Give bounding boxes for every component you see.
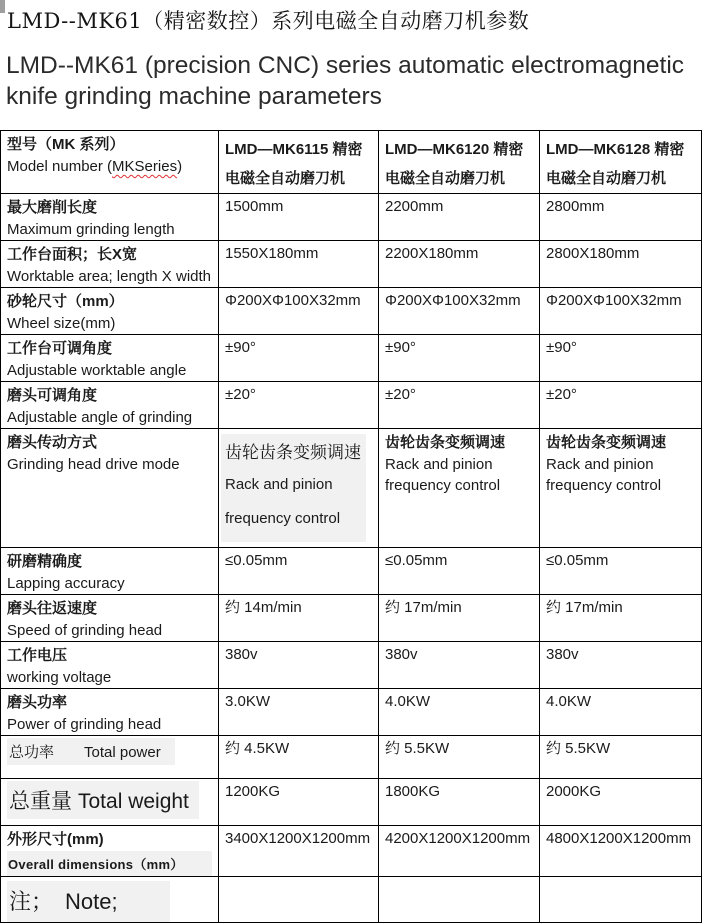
param-label-en: Overall dimensions（mm）: [7, 851, 212, 876]
table-row: [1, 548, 702, 595]
value-cell: 3400X1200X1200mm: [219, 826, 379, 877]
value-cell: 2200mm: [379, 194, 540, 241]
param-label-en: Grinding head drive mode: [7, 456, 180, 473]
value-cell: 1200KG: [219, 779, 379, 826]
page-title-english: LMD--MK61 (precision CNC) series automatic electromagnetic knife grinding machine parameters: [6, 52, 685, 110]
value-cell: 1800KG: [379, 779, 540, 826]
param-label-cn: 磨头功率: [7, 694, 68, 711]
table-row-total-weight: [1, 779, 702, 826]
drive-mode-en-line2: frequency control: [225, 510, 341, 527]
param-label-cell: [1, 429, 219, 548]
table-row: [1, 642, 702, 689]
value-cell: ±20°: [379, 382, 540, 429]
param-label-cell: [1, 736, 219, 779]
param-label-cell: [1, 826, 219, 877]
param-label-en: Worktable area; length X width: [7, 268, 212, 285]
param-label-cn: 工作台可调角度: [7, 340, 113, 357]
param-label-cell: [1, 548, 219, 595]
param-label-cn: 磨头往返速度: [7, 600, 98, 617]
note-label-cell: [1, 877, 219, 923]
model-label-en-post: ): [177, 158, 183, 175]
param-label-cell: [1, 335, 219, 382]
value-cell: ≤0.05mm: [379, 548, 540, 595]
param-label-cn: 工作台面积；长X宽: [7, 246, 138, 263]
value-cell: 380v: [379, 642, 540, 689]
param-label-en: working voltage: [7, 669, 112, 686]
value-cell: 380v: [219, 642, 379, 689]
value-cell: 约 17m/min: [379, 595, 540, 642]
value-cell: 约 17m/min: [540, 595, 702, 642]
drive-mode-cn: 齿轮齿条变频调速: [385, 434, 506, 451]
table-row: [1, 335, 702, 382]
value-cell: 2800X180mm: [540, 241, 702, 288]
value-cell: [219, 877, 379, 923]
value-cell: 1500mm: [219, 194, 379, 241]
value-cell: ±90°: [540, 335, 702, 382]
param-label-en: Adjustable angle of grinding: [7, 409, 193, 426]
table-row: [1, 288, 702, 335]
value-cell: ≤0.05mm: [219, 548, 379, 595]
page-title-chinese: LMD--MK61（精密数控）系列电磁全自动磨刀机参数: [7, 9, 530, 33]
value-cell: ±20°: [540, 382, 702, 429]
table-header-row: [1, 131, 702, 194]
model-number-label-cn: 型号（MK 系列）: [7, 136, 125, 153]
drive-mode-cn: 齿轮齿条变频调速: [225, 443, 361, 463]
table-row: [1, 689, 702, 736]
note-label-cn: 注；: [9, 890, 54, 915]
param-label-cell: [1, 288, 219, 335]
value-cell: ±20°: [219, 382, 379, 429]
value-cell: 1550X180mm: [219, 241, 379, 288]
value-cell: 2200X180mm: [379, 241, 540, 288]
highlighted-text-block: [7, 738, 175, 765]
value-cell: 380v: [540, 642, 702, 689]
value-cell: ≤0.05mm: [540, 548, 702, 595]
value-cell: 4200X1200X1200mm: [379, 826, 540, 877]
value-cell: 约 14m/min: [219, 595, 379, 642]
value-cell: ±90°: [219, 335, 379, 382]
value-cell: Φ200XΦ100X32mm: [379, 288, 540, 335]
table-row-total-power: [1, 736, 702, 779]
value-cell: 4.0KW: [379, 689, 540, 736]
param-label-en: Total weight: [78, 790, 189, 813]
table-anchor-mark: [0, 0, 5, 13]
param-label-cn: 外形尺寸(mm): [7, 831, 104, 848]
table-row-overall-dimensions: [1, 826, 702, 877]
param-label-cn: 最大磨削长度: [7, 199, 98, 216]
param-label-cn: 磨头可调角度: [7, 387, 98, 404]
highlighted-text-block: [221, 434, 366, 542]
param-label-cn: 研磨精确度: [7, 553, 83, 570]
param-label-cn: 工作电压: [7, 647, 68, 664]
param-label-en: Adjustable worktable angle: [7, 362, 187, 379]
table-row: [1, 241, 702, 288]
table-row: [1, 194, 702, 241]
drive-mode-en-line1: Rack and pinion: [225, 476, 333, 493]
param-label-en: Maximum grinding length: [7, 221, 175, 238]
value-cell: [540, 429, 702, 548]
spellcheck-word: MKSeries: [112, 158, 178, 175]
drive-mode-en: Rack and pinion frequency control: [385, 456, 501, 494]
model-number-label-cell: [1, 131, 219, 194]
table-row: [1, 595, 702, 642]
param-label-cn: 磨头传动方式: [7, 434, 98, 451]
highlighted-text-block: [7, 781, 199, 819]
value-cell: 约 4.5KW: [219, 736, 379, 779]
value-cell: 4.0KW: [540, 689, 702, 736]
value-cell: ±90°: [379, 335, 540, 382]
param-label-cell: [1, 642, 219, 689]
table-row: [1, 382, 702, 429]
param-label-cell: [1, 689, 219, 736]
value-cell: 2800mm: [540, 194, 702, 241]
value-cell: Φ200XΦ100X32mm: [540, 288, 702, 335]
value-cell-highlighted: [219, 429, 379, 548]
model-label-en-pre: Model number (: [7, 158, 113, 175]
note-label-en: Note;: [65, 889, 118, 914]
value-cell: 4800X1200X1200mm: [540, 826, 702, 877]
model-header-mk6120: LMD—MK6120 精密电磁全自动磨刀机: [379, 131, 540, 194]
param-label-cell: [1, 194, 219, 241]
model-header-mk6128: LMD—MK6128 精密电磁全自动磨刀机: [540, 131, 702, 194]
value-cell: [540, 877, 702, 923]
param-label-en: Speed of grinding head: [7, 622, 163, 639]
param-label-cell: [1, 779, 219, 826]
param-label-en: Lapping accuracy: [7, 575, 125, 592]
param-label-cn: 总功率: [9, 743, 55, 761]
param-label-cn: 砂轮尺寸（mm）: [7, 293, 124, 310]
drive-mode-en: Rack and pinion frequency control: [546, 456, 662, 494]
param-label-en: Wheel size(mm): [7, 315, 116, 332]
value-cell: 3.0KW: [219, 689, 379, 736]
highlighted-text-block: [7, 881, 170, 922]
drive-mode-cn: 齿轮齿条变频调速: [546, 434, 667, 451]
table-row-note: [1, 877, 702, 923]
model-number-label-en: [7, 156, 214, 177]
param-label-cell: [1, 382, 219, 429]
param-label-cell: [1, 241, 219, 288]
value-cell: Φ200XΦ100X32mm: [219, 288, 379, 335]
model-header-mk6115: LMD—MK6115 精密电磁全自动磨刀机: [219, 131, 379, 194]
value-cell: 约 5.5KW: [540, 736, 702, 779]
param-label-en: Power of grinding head: [7, 716, 162, 733]
param-label-en-wrap: [7, 851, 214, 876]
table-row-drive-mode: [1, 429, 702, 548]
value-cell: 2000KG: [540, 779, 702, 826]
param-label-en: Total power: [84, 744, 161, 761]
value-cell: [379, 429, 540, 548]
param-label-cell: [1, 595, 219, 642]
value-cell: 约 5.5KW: [379, 736, 540, 779]
param-label-cn: 总重量: [9, 789, 72, 813]
parameters-table: [0, 130, 702, 923]
value-cell: [379, 877, 540, 923]
